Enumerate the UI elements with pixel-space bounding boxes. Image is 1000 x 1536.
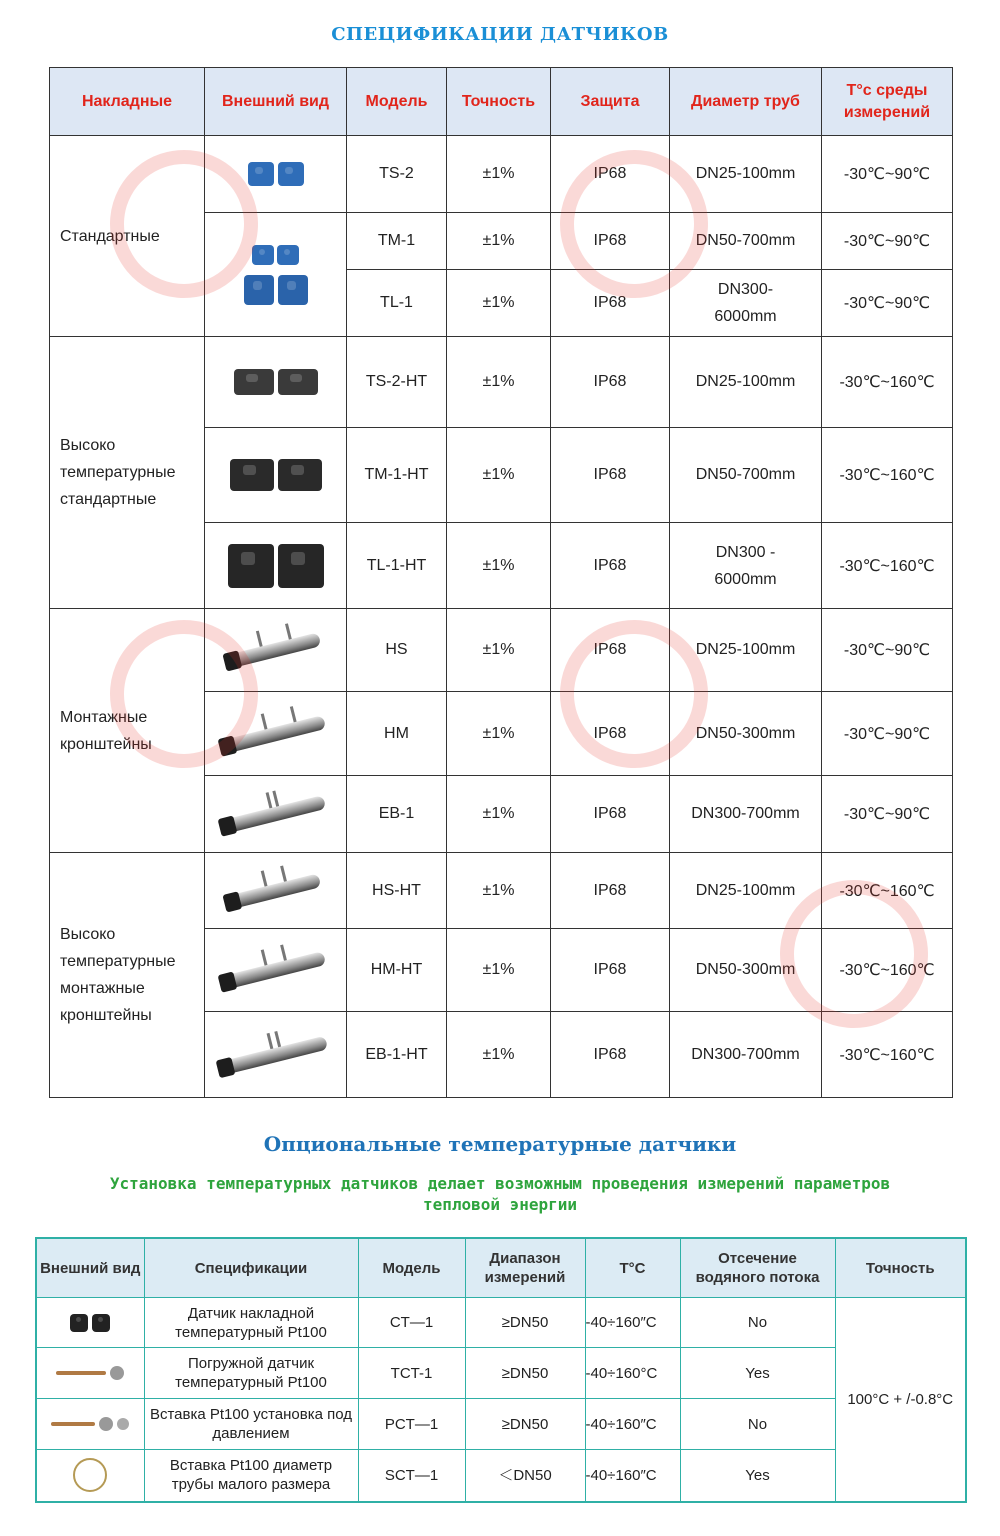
mounting-bracket-icon	[205, 884, 346, 898]
header-accuracy: Точность	[447, 68, 551, 136]
temperature-cell: -30℃~90℃	[822, 609, 953, 692]
diameter-cell: DN25-100mm	[670, 609, 822, 692]
mounting-bracket-icon	[205, 1048, 346, 1062]
mounting-bracket-icon	[205, 643, 346, 657]
header-range: Диапазон измерений	[465, 1238, 585, 1298]
pressure-insertion-sensor-icon	[40, 1417, 141, 1431]
temperature-cell: -30℃~160℃	[822, 1012, 953, 1098]
temperature-cell: -30℃~90℃	[822, 213, 953, 270]
table-row	[36, 1298, 966, 1348]
protection-cell: IP68	[551, 776, 670, 853]
model-cell: TL-1	[347, 270, 447, 337]
product-image-cell	[205, 337, 347, 428]
mounting-bracket-icon	[205, 807, 346, 821]
header-appearance: Внешний вид	[36, 1238, 144, 1298]
protection-cell: IP68	[551, 213, 670, 270]
protection-cell: IP68	[551, 523, 670, 609]
spec-cell: Вставка Pt100 диаметр трубы малого размера	[144, 1450, 358, 1502]
diameter-cell: DN25-100mm	[670, 136, 822, 213]
header-temperature: T°C	[585, 1238, 680, 1298]
header-protection: Защита	[551, 68, 670, 136]
group-label: Высоко температурные монтажные кронштейны	[50, 853, 205, 1098]
table-row	[50, 853, 953, 929]
accuracy-cell: ±1%	[447, 523, 551, 609]
model-cell: TS-2	[347, 136, 447, 213]
temperature-cell: -30℃~160℃	[822, 428, 953, 523]
product-image-cell	[36, 1399, 144, 1450]
spec-cell: Вставка Pt100 установка под давлением	[144, 1399, 358, 1450]
range-cell: ≥DN50	[465, 1399, 585, 1450]
protection-cell: IP68	[551, 692, 670, 776]
accuracy-cell: ±1%	[447, 1012, 551, 1098]
diameter-cell: DN50-300mm	[670, 692, 822, 776]
table-row	[50, 136, 953, 213]
product-image-cell	[36, 1298, 144, 1348]
table-row	[36, 1399, 966, 1450]
product-image-cell	[205, 776, 347, 853]
model-cell: HM-HT	[347, 929, 447, 1012]
temperature-cell: -40÷160°C	[585, 1348, 680, 1399]
model-cell: HS-HT	[347, 853, 447, 929]
temperature-cell: -40÷160″C	[585, 1450, 680, 1502]
optional-table-header-row	[36, 1238, 966, 1298]
optional-sensors-table	[35, 1237, 967, 1503]
temperature-cell: -30℃~90℃	[822, 270, 953, 337]
model-cell: TS-2-HT	[347, 337, 447, 428]
protection-cell: IP68	[551, 337, 670, 428]
small-pipe-sensor-icon	[40, 1458, 141, 1492]
product-image-cell	[205, 523, 347, 609]
flow-cutoff-cell: No	[680, 1298, 835, 1348]
blue-clamp-on-transducer-icon	[205, 245, 346, 305]
diameter-cell: DN25-100mm	[670, 853, 822, 929]
range-cell: ≥DN50	[465, 1348, 585, 1399]
accuracy-cell: ±1%	[447, 609, 551, 692]
page-title: СПЕЦИФИКАЦИИ ДАТЧИКОВ	[331, 24, 669, 45]
product-image-cell	[205, 609, 347, 692]
model-cell: HM	[347, 692, 447, 776]
range-cell: ＜DN50	[465, 1450, 585, 1502]
spec-table-header-row	[50, 68, 953, 136]
flow-cutoff-cell: No	[680, 1399, 835, 1450]
protection-cell: IP68	[551, 609, 670, 692]
product-image-cell	[205, 428, 347, 523]
group-label: Монтажные кронштейны	[50, 609, 205, 853]
header-model: Модель	[358, 1238, 465, 1298]
black-clamp-on-transducer-icon	[205, 544, 346, 588]
mounting-bracket-icon	[205, 727, 346, 741]
diameter-cell: DN50-300mm	[670, 929, 822, 1012]
temperature-cell: -30℃~90℃	[822, 692, 953, 776]
product-image-cell	[36, 1450, 144, 1502]
protection-cell: IP68	[551, 929, 670, 1012]
header-diameter: Диаметр труб	[670, 68, 822, 136]
product-image-cell	[205, 136, 347, 213]
product-image-cell	[205, 692, 347, 776]
diameter-cell: DN300-700mm	[670, 776, 822, 853]
model-cell: TM-1	[347, 213, 447, 270]
diameter-cell: DN50-700mm	[670, 428, 822, 523]
header-appearance: Внешний вид	[205, 68, 347, 136]
mounting-bracket-icon	[205, 963, 346, 977]
table-row	[50, 337, 953, 428]
accuracy-cell: ±1%	[447, 776, 551, 853]
model-cell: CT—1	[358, 1298, 465, 1348]
header-specifications: Спецификации	[144, 1238, 358, 1298]
model-cell: HS	[347, 609, 447, 692]
accuracy-cell: ±1%	[447, 136, 551, 213]
temperature-cell: -30℃~160℃	[822, 929, 953, 1012]
table-row	[36, 1348, 966, 1399]
header-flow-cutoff: Отсечение водяного потока	[680, 1238, 835, 1298]
protection-cell: IP68	[551, 270, 670, 337]
header-type: Накладные	[50, 68, 205, 136]
temperature-cell: -30℃~160℃	[822, 337, 953, 428]
model-cell: TM-1-HT	[347, 428, 447, 523]
spec-cell: Датчик накладной температурный Pt100	[144, 1298, 358, 1348]
optional-sensors-title: Опциональные температурные датчики	[263, 1132, 737, 1156]
model-cell: SCT—1	[358, 1450, 465, 1502]
product-image-cell	[205, 853, 347, 929]
blue-clamp-on-transducer-icon	[205, 162, 346, 186]
model-cell: TL-1-HT	[347, 523, 447, 609]
protection-cell: IP68	[551, 428, 670, 523]
table-row	[50, 609, 953, 692]
accuracy-cell: ±1%	[447, 428, 551, 523]
diameter-cell: DN300-6000mm	[670, 270, 822, 337]
product-image-cell	[205, 213, 347, 337]
protection-cell: IP68	[551, 1012, 670, 1098]
temperature-cell: -30℃~90℃	[822, 776, 953, 853]
model-cell: TCT-1	[358, 1348, 465, 1399]
black-clamp-on-sensor-icon	[40, 1314, 141, 1332]
accuracy-cell: ±1%	[447, 692, 551, 776]
accuracy-cell: ±1%	[447, 337, 551, 428]
temperature-cell: -40÷160″C	[585, 1399, 680, 1450]
group-label: Высоко температурные стандартные	[50, 337, 205, 609]
black-clamp-on-transducer-icon	[205, 459, 346, 491]
range-cell: ≥DN50	[465, 1298, 585, 1348]
diameter-cell: DN300-700mm	[670, 1012, 822, 1098]
accuracy-cell: 100°C + /-0.8°C	[835, 1298, 966, 1502]
product-image-cell	[205, 1012, 347, 1098]
diameter-cell: DN25-100mm	[670, 337, 822, 428]
model-cell: EB-1	[347, 776, 447, 853]
header-temperature: T°c среды измерений	[822, 68, 953, 136]
product-image-cell	[205, 929, 347, 1012]
accuracy-cell: ±1%	[447, 853, 551, 929]
product-image-cell	[36, 1348, 144, 1399]
table-row	[36, 1450, 966, 1502]
accuracy-cell: ±1%	[447, 270, 551, 337]
temperature-cell: -30℃~160℃	[822, 523, 953, 609]
immersion-sensor-icon	[40, 1366, 141, 1380]
accuracy-cell: ±1%	[447, 213, 551, 270]
spec-cell: Погружной датчик температурный Pt100	[144, 1348, 358, 1399]
temperature-cell: -30℃~160℃	[822, 853, 953, 929]
header-accuracy: Точность	[835, 1238, 966, 1298]
protection-cell: IP68	[551, 853, 670, 929]
temperature-cell: -30℃~90℃	[822, 136, 953, 213]
optional-sensors-subtitle: Установка температурных датчиков делает возможным проведения измерений параметров тепловой энергии	[109, 1174, 891, 1214]
diameter-cell: DN50-700mm	[670, 213, 822, 270]
sensor-spec-table	[49, 67, 953, 1098]
protection-cell: IP68	[551, 136, 670, 213]
diameter-cell: DN300 - 6000mm	[670, 523, 822, 609]
model-cell: EB-1-HT	[347, 1012, 447, 1098]
flow-cutoff-cell: Yes	[680, 1450, 835, 1502]
accuracy-cell: ±1%	[447, 929, 551, 1012]
group-label: Стандартные	[50, 136, 205, 337]
black-clamp-on-transducer-icon	[205, 369, 346, 395]
flow-cutoff-cell: Yes	[680, 1348, 835, 1399]
header-model: Модель	[347, 68, 447, 136]
temperature-cell: -40÷160″C	[585, 1298, 680, 1348]
model-cell: PCT—1	[358, 1399, 465, 1450]
